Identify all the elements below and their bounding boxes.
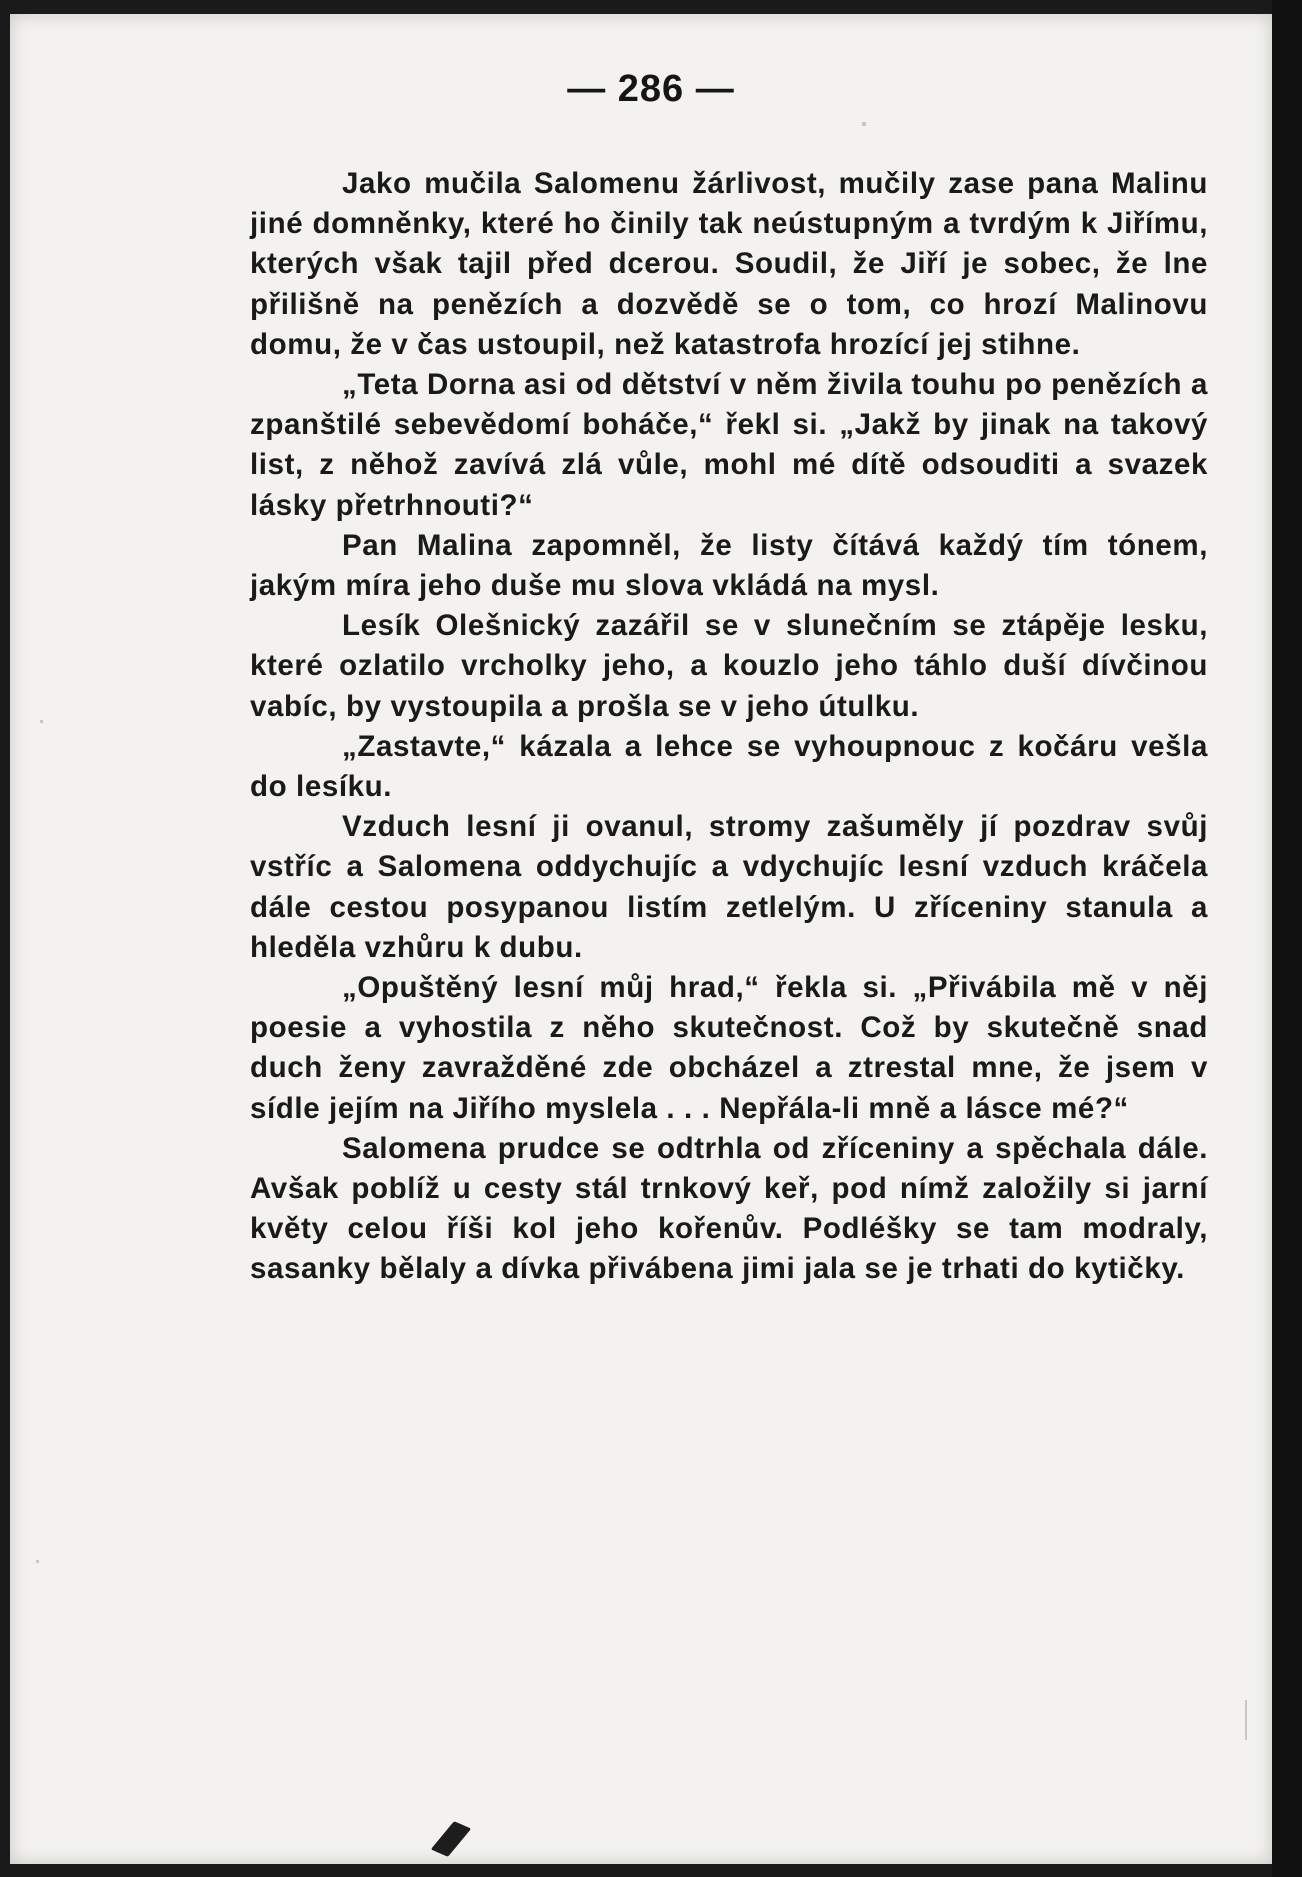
paragraph-5: „Zastavte,“ kázala a lehce se vyhoupnouc z kočáru vešla do lesíku.	[250, 729, 1208, 804]
paragraph-8: Salomena prudce se odtrhla od zříceniny a spěchala dále. Avšak poblíž u cesty stál trnkový keř, pod nímž založily si jarní květy celou říši kol jeho kořenův. Podléšky se tam modraly, sasanky bělaly a dívka přivábena jimi jala se je trhati do kytičky.	[250, 1131, 1208, 1286]
paper-speck	[1245, 1700, 1247, 1740]
paper-speck	[40, 720, 43, 723]
page-number: — 286 —	[567, 68, 735, 110]
paper-speck	[36, 1560, 39, 1563]
paper-speck	[862, 122, 866, 126]
paragraph-1: Jako mučila Salomenu žárlivost, mučily zase pana Malinu jiné domněnky, které ho činily tak neústupným a tvrdým k Jiřímu, kterých však tajil před dcerou. Soudil, že Jiří je sobec, že lne přilišně na penězích a dozvědě se o tom, co hrozí Malinovu domu, že v čas ustoupil, než katastrofa hrozící jej stihne.	[250, 167, 1208, 361]
paragraph-7: „Opuštěný lesní můj hrad,“ řekla si. „Přivábila mě v něj poesie a vyhostila z něho skutečnost. Což by skutečně snad duch ženy zavražděné zde obcházel a ztrestal mne, že jsem v sídle jejím na Jiřího myslela . . . Nepřála-li mně a lásce mé?“	[250, 971, 1208, 1125]
page-text	[250, 164, 1208, 1290]
paragraph-6: Vzduch lesní ji ovanul, stromy zašuměly jí pozdrav svůj vstříc a Salomena oddychujíc a vdychujíc lesní vzduch kráčela dále cestou posypanou listím zetlelým. U zříceniny stanula a hleděla vzhůru k dubu.	[250, 810, 1208, 964]
paragraph-3: Pan Malina zapomněl, že listy čítává každý tím tónem, jakým míra jeho duše mu slova vkládá na mysl.	[250, 528, 1208, 603]
paragraph-2: „Teta Dorna asi od dětství v něm živila touhu po penězích a zpanštilé sebevědomí boháče,“ řekl si. „Jakž by jinak na takový list, z něhož zavívá zlá vůle, mohl mé dítě odsouditi a svazek lásky přetrhnouti?“	[250, 368, 1208, 522]
paragraph-4: Lesík Olešnický zazářil se v slunečním se ztápěje lesku, které ozlatilo vrcholky jeho, a kouzlo jeho táhlo duší dívčinou vabíc, by vystoupila a prošla se v jeho útulku.	[250, 609, 1208, 723]
scan-edge	[1272, 0, 1302, 1877]
